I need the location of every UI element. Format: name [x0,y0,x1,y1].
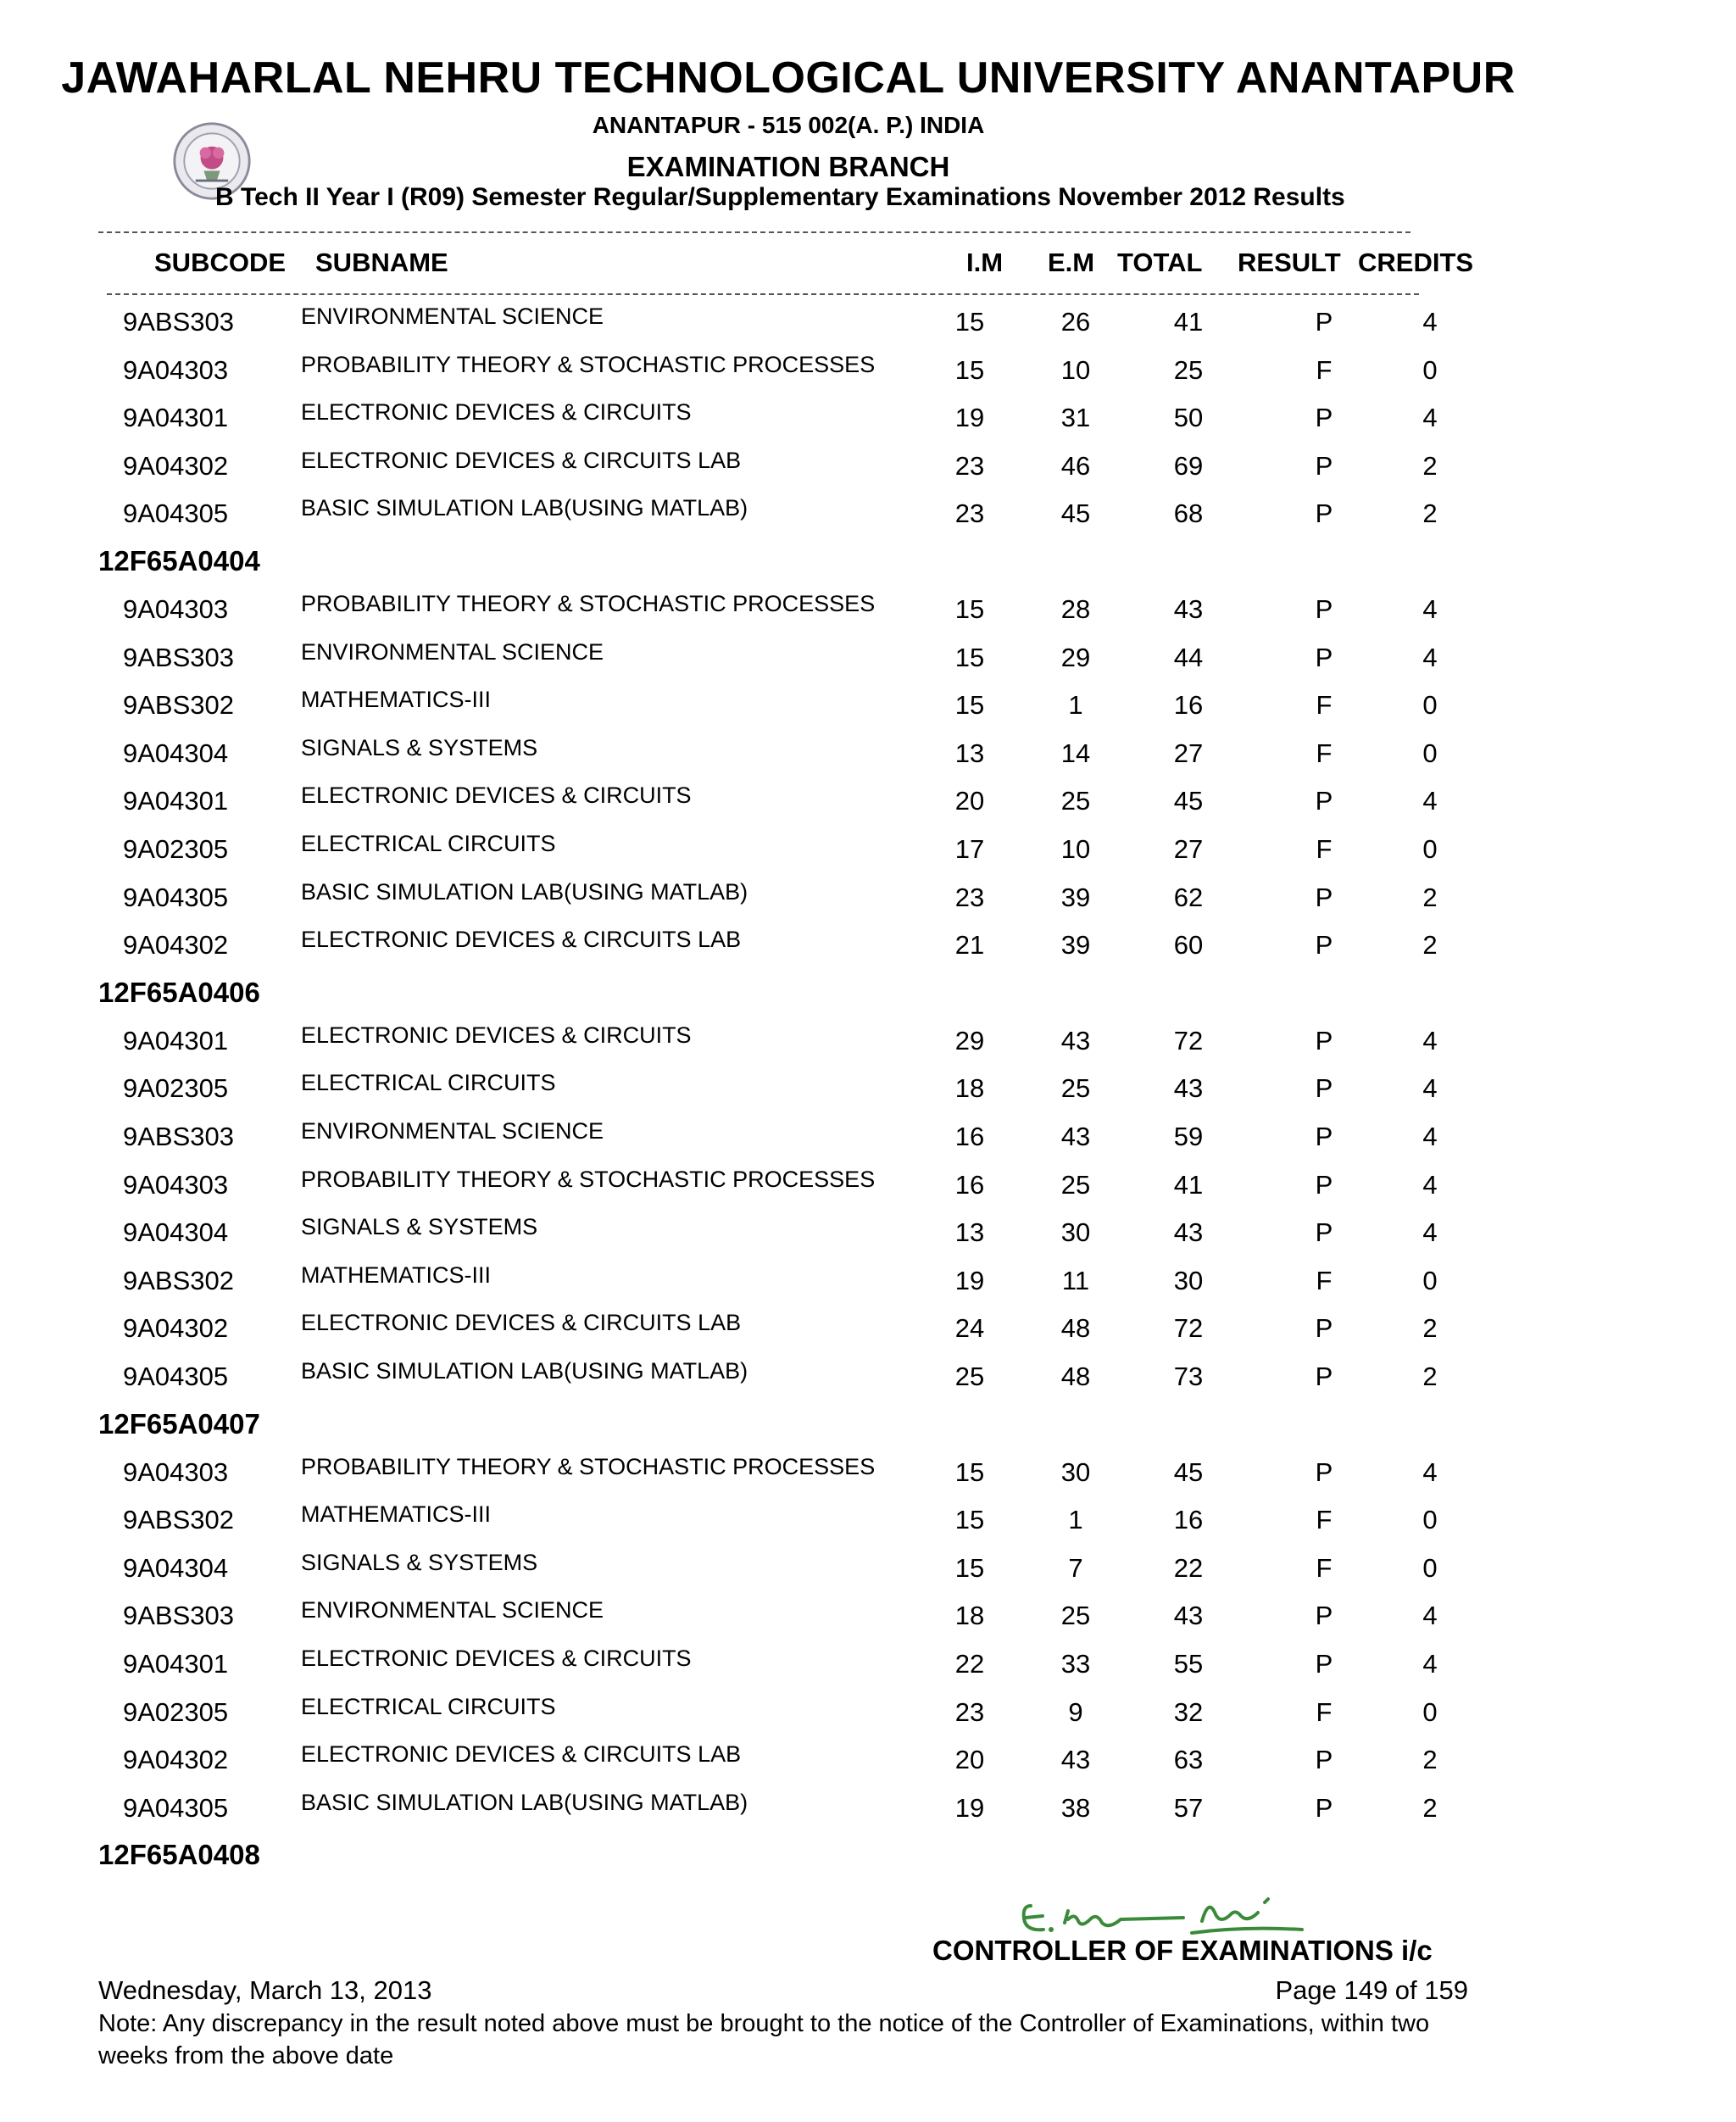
internal-marks: 15 [954,1456,985,1487]
subject-name: SIGNALS & SYSTEMS [301,1214,538,1240]
external-marks: 48 [1060,1362,1091,1391]
subject-name: PROBABILITY THEORY & STOCHASTIC PROCESSES [301,591,876,616]
result-grade: P [1315,1362,1333,1391]
result-grade: P [1315,642,1333,672]
total-marks: 45 [1173,1456,1204,1487]
result-grade: F [1316,690,1333,721]
internal-marks: 13 [954,738,985,768]
total-marks: 62 [1173,882,1204,912]
subject-name: ELECTRONIC DEVICES & CIRCUITS [301,1646,692,1671]
external-marks: 1 [1068,1505,1083,1535]
external-marks: 10 [1060,834,1091,864]
credits-earned: 0 [1422,690,1438,721]
table-row [0,1022,1736,1074]
credits-earned: 4 [1422,594,1438,624]
credits-earned: 0 [1422,1265,1438,1295]
table-row [0,1166,1736,1218]
credits-earned: 0 [1422,1696,1438,1727]
university-address: ANANTAPUR - 515 002(A. P.) INDIA [592,112,985,138]
total-marks: 69 [1173,450,1204,481]
result-grade: F [1316,1505,1333,1535]
external-marks: 25 [1060,1601,1091,1631]
subject-name: BASIC SIMULATION LAB(USING MATLAB) [301,495,748,521]
internal-marks: 23 [954,450,985,481]
result-grade: P [1315,1456,1333,1487]
total-marks: 43 [1173,1073,1204,1104]
result-grade: P [1315,1313,1333,1344]
column-header-credits: CREDITS [1358,248,1474,277]
internal-marks: 15 [954,642,985,672]
subject-code: 9A04304 [123,738,229,768]
table-row [0,591,1736,643]
internal-marks: 13 [954,1217,985,1248]
signatory-title: CONTROLLER OF EXAMINATIONS i/c [932,1935,1433,1966]
table-row [0,1358,1736,1410]
subject-name: BASIC SIMULATION LAB(USING MATLAB) [301,1789,748,1815]
external-marks: 43 [1060,1025,1091,1055]
table-row [0,1741,1736,1793]
internal-marks: 15 [954,594,985,624]
total-marks: 41 [1173,1169,1204,1200]
total-marks: 68 [1173,498,1204,529]
external-marks: 9 [1068,1696,1083,1727]
subject-code: 9A02305 [123,834,229,864]
student-id: 12F65A0408 [98,1839,260,1871]
total-marks: 22 [1173,1552,1204,1583]
result-grade: P [1315,450,1333,481]
table-row [0,1646,1736,1697]
subject-code: 9A04303 [123,594,229,624]
external-marks: 39 [1060,882,1091,912]
credits-earned: 4 [1422,307,1438,337]
table-row [0,1453,1736,1506]
internal-marks: 19 [954,1792,985,1823]
table-row [0,783,1736,834]
internal-marks: 16 [954,1122,985,1151]
total-marks: 59 [1173,1122,1204,1151]
subject-code: 9A04301 [123,1025,229,1055]
result-grade: F [1316,1265,1333,1295]
column-header-subname: SUBNAME [315,248,448,277]
result-grade: P [1315,594,1333,624]
total-marks: 45 [1173,786,1204,816]
subject-name: BASIC SIMULATION LAB(USING MATLAB) [301,878,748,905]
credits-earned: 4 [1422,1456,1438,1487]
internal-marks: 15 [954,690,985,721]
total-marks: 44 [1173,642,1204,672]
subject-name: ELECTRONIC DEVICES & CIRCUITS LAB [301,1741,742,1768]
internal-marks: 23 [954,882,985,912]
total-marks: 57 [1173,1792,1204,1823]
subject-name: SIGNALS & SYSTEMS [301,1549,538,1575]
total-marks: 72 [1173,1025,1204,1055]
total-marks: 16 [1173,1505,1204,1535]
result-grade: F [1316,834,1333,864]
page-number: Page 149 of 159 [1275,1975,1468,2005]
subject-name: ELECTRICAL CIRCUITS [301,831,556,856]
column-header-em: E.M [1048,248,1095,277]
table-row [0,304,1736,355]
column-header-subcode: SUBCODE [154,248,287,277]
subject-code: 9A04301 [123,1649,229,1679]
subject-name: ELECTRONIC DEVICES & CIRCUITS [301,399,692,426]
result-grade: P [1315,1073,1333,1104]
internal-marks: 24 [954,1313,985,1344]
subject-code: 9A04305 [123,498,229,529]
print-date: Wednesday, March 13, 2013 [98,1975,432,2005]
subject-code: 9ABS303 [123,1122,234,1151]
table-row [0,1118,1736,1170]
result-grade: P [1315,930,1333,961]
table-row [0,1070,1736,1122]
external-marks: 28 [1060,594,1091,624]
internal-marks: 15 [954,1552,985,1583]
credits-earned: 4 [1422,1649,1438,1679]
table-row [0,495,1736,547]
internal-marks: 15 [954,307,985,337]
table-row [0,1501,1736,1553]
subject-name: ELECTRONIC DEVICES & CIRCUITS LAB [301,447,742,473]
total-marks: 73 [1173,1362,1204,1391]
total-marks: 27 [1173,738,1204,768]
credits-earned: 4 [1422,1122,1438,1151]
external-marks: 29 [1060,642,1091,672]
result-grade: P [1315,498,1333,529]
credits-earned: 4 [1422,1025,1438,1055]
internal-marks: 29 [954,1025,985,1055]
external-marks: 33 [1060,1649,1091,1679]
table-row [0,734,1736,787]
external-marks: 31 [1060,403,1091,433]
result-grade: F [1316,738,1333,768]
external-marks: 30 [1060,1217,1091,1248]
credits-earned: 0 [1422,834,1438,864]
subject-code: 9ABS303 [123,642,234,672]
external-marks: 25 [1060,786,1091,816]
subject-name: ELECTRONIC DEVICES & CIRCUITS [301,783,692,809]
subject-name: ELECTRONIC DEVICES & CIRCUITS LAB [301,1310,742,1336]
internal-marks: 17 [954,834,985,864]
result-grade: P [1315,307,1333,337]
table-row [0,1214,1736,1266]
column-header-result: RESULT [1238,248,1341,277]
result-grade: F [1316,1552,1333,1583]
internal-marks: 16 [954,1169,985,1200]
external-marks: 14 [1060,738,1091,768]
total-marks: 63 [1173,1745,1204,1775]
subject-code: 9A04302 [123,450,229,481]
total-marks: 30 [1173,1265,1204,1295]
total-marks: 43 [1173,1601,1204,1631]
total-marks: 43 [1173,594,1204,624]
subject-code: 9A04305 [123,1792,229,1823]
credits-earned: 4 [1422,1601,1438,1631]
external-marks: 45 [1060,498,1091,529]
external-marks: 7 [1068,1552,1083,1583]
result-grade: P [1315,786,1333,816]
table-row [0,1262,1736,1314]
credits-earned: 2 [1422,1745,1438,1775]
student-id: 12F65A0407 [98,1407,260,1440]
external-marks: 25 [1060,1169,1091,1200]
student-id: 12F65A0406 [98,976,260,1008]
subject-code: 9ABS302 [123,690,234,721]
internal-marks: 15 [954,354,985,385]
result-grade: F [1316,354,1333,385]
column-header-im: I.M [966,248,1004,277]
table-row [0,831,1736,883]
internal-marks: 19 [954,403,985,433]
external-marks: 48 [1060,1313,1091,1344]
result-grade: P [1315,1122,1333,1151]
subject-code: 9A04301 [123,786,229,816]
column-header-total: TOTAL [1117,248,1203,277]
subject-name: PROBABILITY THEORY & STOCHASTIC PROCESSES [301,1166,876,1192]
result-grade: P [1315,1169,1333,1200]
subject-name: ENVIRONMENTAL SCIENCE [301,304,604,329]
total-marks: 43 [1173,1217,1204,1248]
external-marks: 43 [1060,1122,1091,1151]
external-marks: 46 [1060,450,1091,481]
subject-code: 9A04304 [123,1552,229,1583]
table-row [0,1693,1736,1746]
subject-name: MATHEMATICS-III [301,687,491,713]
credits-earned: 2 [1422,450,1438,481]
total-marks: 16 [1173,690,1204,721]
total-marks: 41 [1173,307,1204,337]
internal-marks: 25 [954,1362,985,1391]
external-marks: 38 [1060,1792,1091,1823]
total-marks: 60 [1173,930,1204,961]
subject-name: ELECTRICAL CIRCUITS [301,1070,556,1096]
total-marks: 50 [1173,403,1204,433]
credits-earned: 0 [1422,1552,1438,1583]
examination-branch: EXAMINATION BRANCH [626,151,950,182]
table-row [0,878,1736,931]
table-row [0,399,1736,451]
result-grade: F [1316,1696,1333,1727]
subject-name: MATHEMATICS-III [301,1262,491,1288]
credits-earned: 0 [1422,1505,1438,1535]
table-row [0,1549,1736,1601]
credits-earned: 2 [1422,882,1438,912]
subject-code: 9A02305 [123,1696,229,1727]
subject-name: MATHEMATICS-III [301,1501,491,1528]
total-marks: 25 [1173,354,1204,385]
subject-name: BASIC SIMULATION LAB(USING MATLAB) [301,1358,748,1384]
internal-marks: 23 [954,498,985,529]
subject-code: 9A04305 [123,1362,229,1391]
student-id: 12F65A0404 [98,545,260,576]
credits-earned: 4 [1422,1073,1438,1104]
result-grade: P [1315,1217,1333,1248]
subject-name: ELECTRICAL CIRCUITS [301,1693,556,1719]
internal-marks: 18 [954,1601,985,1631]
result-grade: P [1315,403,1333,433]
credits-earned: 0 [1422,738,1438,768]
subject-code: 9A04304 [123,1217,229,1248]
internal-marks: 19 [954,1265,985,1295]
external-marks: 39 [1060,930,1091,961]
credits-earned: 4 [1422,786,1438,816]
table-row [0,351,1736,404]
result-grade: P [1315,1649,1333,1679]
table-row [0,687,1736,738]
subject-code: 9A02305 [123,1073,229,1104]
subject-name: ELECTRONIC DEVICES & CIRCUITS LAB [301,927,742,953]
credits-earned: 0 [1422,354,1438,385]
internal-marks: 22 [954,1649,985,1679]
subject-code: 9ABS303 [123,307,234,337]
subject-name: SIGNALS & SYSTEMS [301,734,538,760]
table-row [0,1789,1736,1841]
subject-code: 9ABS302 [123,1265,234,1295]
university-name: JAWAHARLAL NEHRU TECHNOLOGICAL UNIVERSITY ANANTAPUR [61,53,1516,103]
external-marks: 30 [1060,1456,1091,1487]
external-marks: 25 [1060,1073,1091,1104]
table-row [0,447,1736,499]
discrepancy-note: Note: Any discrepancy in the result noted above must be brought to the notice of the Controller of Examinations, within two weeks from the above date [98,2010,1430,2069]
subject-name: ENVIRONMENTAL SCIENCE [301,1597,604,1624]
credits-earned: 4 [1422,642,1438,672]
internal-marks: 18 [954,1073,985,1104]
credits-earned: 2 [1422,930,1438,961]
table-row [0,1597,1736,1649]
subject-code: 9A04302 [123,1745,229,1775]
credits-earned: 2 [1422,1313,1438,1344]
credits-earned: 4 [1422,1169,1438,1200]
credits-earned: 2 [1422,1362,1438,1391]
subject-code: 9ABS303 [123,1601,234,1631]
subject-code: 9A04302 [123,1313,229,1344]
table-row [0,927,1736,978]
credits-earned: 2 [1422,1792,1438,1823]
result-grade: P [1315,882,1333,912]
table-row [0,638,1736,691]
external-marks: 43 [1060,1745,1091,1775]
table-row [0,1310,1736,1362]
subject-name: PROBABILITY THEORY & STOCHASTIC PROCESSES [301,351,876,377]
result-grade: P [1315,1792,1333,1823]
external-marks: 26 [1060,307,1091,337]
total-marks: 55 [1173,1649,1204,1679]
subject-code: 9A04305 [123,882,229,912]
subject-code: 9A04302 [123,930,229,961]
subject-code: 9A04303 [123,354,229,385]
credits-earned: 4 [1422,1217,1438,1248]
internal-marks: 20 [954,786,985,816]
subject-code: 9A04303 [123,1169,229,1200]
subject-name: ELECTRONIC DEVICES & CIRCUITS [301,1022,692,1048]
credits-earned: 2 [1422,498,1438,529]
total-marks: 72 [1173,1313,1204,1344]
result-grade: P [1315,1745,1333,1775]
external-marks: 11 [1061,1265,1090,1295]
external-marks: 10 [1060,354,1091,385]
subject-name: PROBABILITY THEORY & STOCHASTIC PROCESSES [301,1453,876,1479]
internal-marks: 15 [954,1505,985,1535]
internal-marks: 23 [954,1696,985,1727]
subject-name: ENVIRONMENTAL SCIENCE [301,638,604,665]
external-marks: 1 [1068,690,1083,721]
total-marks: 32 [1173,1696,1204,1727]
total-marks: 27 [1173,834,1204,864]
subject-code: 9A04303 [123,1456,229,1487]
result-grade: P [1315,1601,1333,1631]
internal-marks: 20 [954,1745,985,1775]
result-grade: P [1315,1025,1333,1055]
exam-title: B Tech II Year I (R09) Semester Regular/Supplementary Examinations November 2012 Results [215,183,1345,211]
subject-code: 9A04301 [123,403,229,433]
internal-marks: 21 [954,930,985,961]
credits-earned: 4 [1422,403,1438,433]
subject-name: ENVIRONMENTAL SCIENCE [301,1118,604,1144]
subject-code: 9ABS302 [123,1505,234,1535]
